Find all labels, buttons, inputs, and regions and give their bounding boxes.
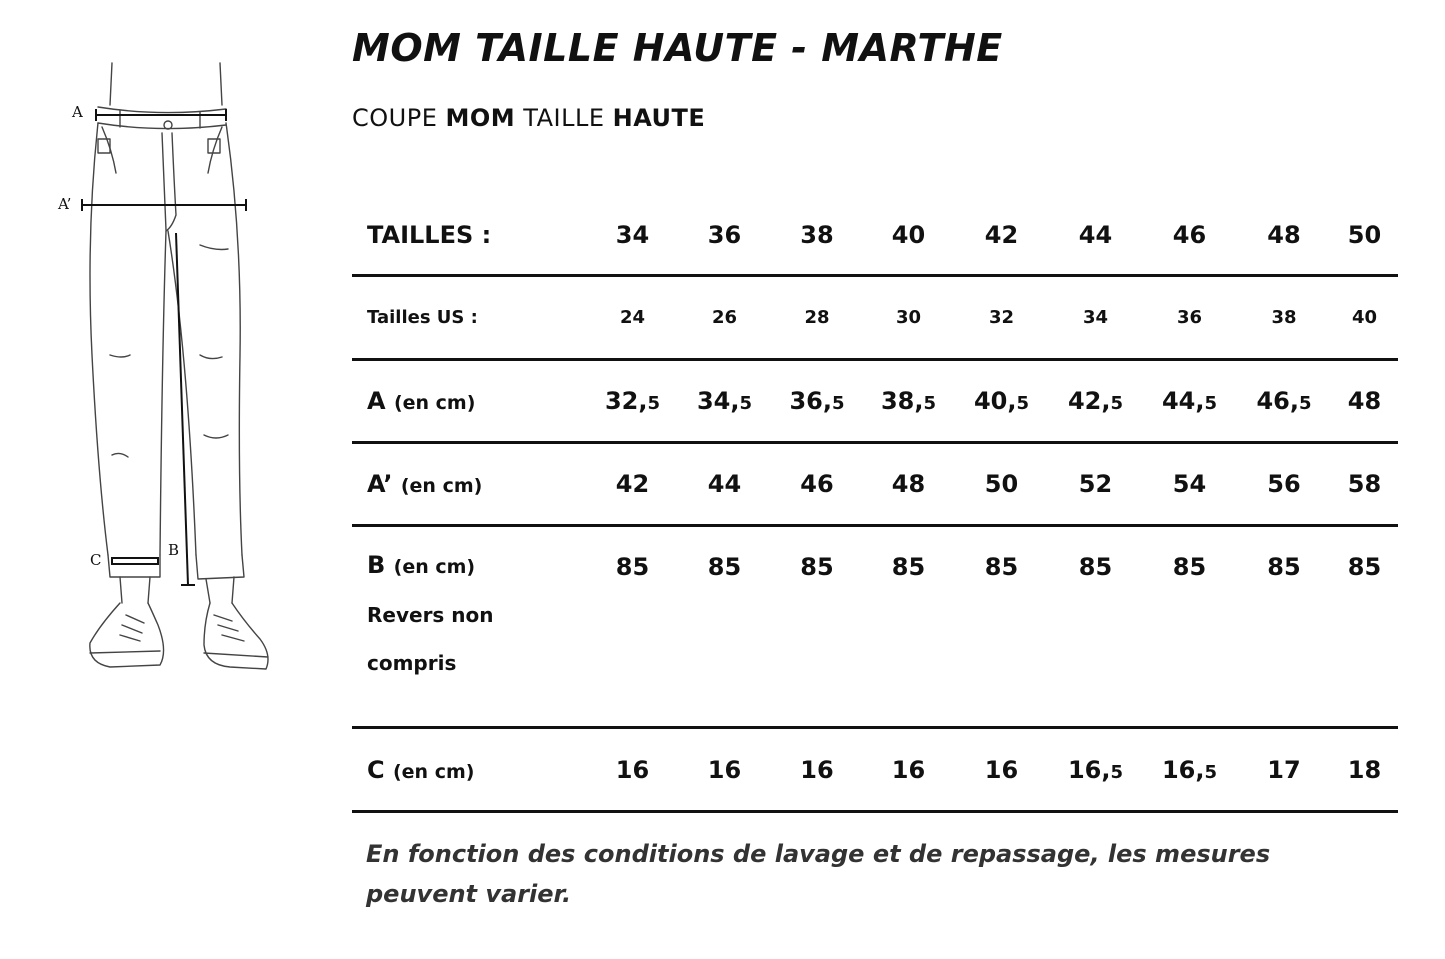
measure-b-note-line-1: Revers non	[367, 603, 494, 627]
measure-a-row	[352, 360, 1398, 443]
value-whole: 34,	[696, 387, 740, 415]
measure-a-unit: (en cm)	[393, 392, 476, 414]
measure-b-cell: 85	[771, 526, 863, 728]
size-chart-table	[352, 196, 1398, 813]
measure-c-cell	[1142, 728, 1237, 812]
measure-b-cell: 85	[1331, 526, 1398, 728]
footnote	[366, 834, 1306, 914]
us-size-cell: 32	[954, 276, 1049, 360]
value-whole: 16	[615, 755, 650, 784]
marker-c-label: C	[90, 551, 102, 569]
measure-a-prime-cell: 56	[1237, 443, 1331, 526]
us-size-cell: 36	[1142, 276, 1237, 360]
value-decimal: 5	[647, 393, 661, 414]
measure-b-cell: 85	[678, 526, 771, 728]
us-size-cell: 34	[1049, 276, 1142, 360]
measure-c-cell	[954, 728, 1049, 812]
measure-a-label	[352, 360, 587, 443]
measure-b-cell: 85	[863, 526, 954, 728]
value-decimal: 5	[1110, 761, 1124, 783]
value-whole: 44,	[1161, 387, 1205, 415]
measure-c-cell	[1049, 728, 1142, 812]
size-cell: 34	[587, 196, 678, 276]
value-decimal: 5	[739, 393, 753, 414]
measure-a-prime-unit: (en cm)	[400, 475, 483, 497]
measure-a-cell	[1049, 360, 1142, 443]
measure-a-cell	[863, 360, 954, 443]
value-whole: 16,	[1161, 755, 1205, 784]
measure-a-prime-cell: 44	[678, 443, 771, 526]
value-whole: 17	[1267, 755, 1301, 784]
subtitle-part-1: COUPE	[352, 104, 446, 132]
measure-b-note-line-2: compris	[367, 651, 457, 675]
size-cell: 50	[1331, 196, 1398, 276]
measure-c-letter: C	[367, 755, 385, 784]
value-whole: 32,	[604, 387, 648, 415]
value-decimal: 5	[1016, 393, 1030, 414]
measure-a-prime-cell: 42	[587, 443, 678, 526]
us-size-cell: 28	[771, 276, 863, 360]
jeans-measurement-illustration	[50, 55, 290, 680]
size-cell: 40	[863, 196, 954, 276]
value-whole: 42,	[1067, 387, 1111, 415]
measure-a-cell	[1142, 360, 1237, 443]
value-whole: 16,	[1067, 755, 1111, 784]
value-whole: 48	[1347, 387, 1382, 415]
measure-a-prime-cell: 58	[1331, 443, 1398, 526]
page-title: MOM TAILLE HAUTE - MARTHE	[352, 26, 1003, 70]
size-cell: 48	[1237, 196, 1331, 276]
measure-c-cell	[678, 728, 771, 812]
measure-b-cell: 85	[1237, 526, 1331, 728]
marker-a-prime-label: A’	[58, 195, 72, 213]
size-cell: 46	[1142, 196, 1237, 276]
value-decimal: 5	[923, 393, 937, 414]
value-decimal: 5	[1110, 393, 1124, 414]
size-cell: 36	[678, 196, 771, 276]
size-cell: 44	[1049, 196, 1142, 276]
value-whole: 38,	[880, 387, 924, 415]
footnote-line-1: En fonction des conditions de lavage et de repassage, les mesures	[366, 840, 1271, 868]
measure-b-row	[352, 526, 1398, 728]
measure-a-prime-letter: A’	[367, 470, 393, 498]
measure-a-cell	[678, 360, 771, 443]
subtitle	[352, 104, 705, 132]
measure-c-cell	[863, 728, 954, 812]
measure-a-cell	[587, 360, 678, 443]
subtitle-part-2: MOM	[445, 104, 516, 132]
measure-a-cell	[1331, 360, 1398, 443]
measure-b-label	[352, 526, 587, 728]
us-size-cell: 26	[678, 276, 771, 360]
value-whole: 18	[1347, 755, 1382, 784]
measure-b-cell: 85	[954, 526, 1049, 728]
measure-a-cell	[954, 360, 1049, 443]
value-whole: 16	[707, 755, 742, 784]
value-decimal: 5	[1204, 393, 1218, 414]
value-whole: 46,	[1256, 387, 1299, 415]
measure-c-label	[352, 728, 587, 812]
value-whole: 16	[891, 755, 926, 784]
subtitle-part-4: HAUTE	[612, 104, 706, 132]
measure-a-prime-cell: 50	[954, 443, 1049, 526]
measure-a-cell	[771, 360, 863, 443]
us-size-cell: 40	[1331, 276, 1398, 360]
value-whole: 16	[984, 755, 1019, 784]
measure-a-prime-row	[352, 443, 1398, 526]
marker-b-label: B	[168, 541, 180, 559]
measure-a-prime-cell: 48	[863, 443, 954, 526]
measure-b-letter: B	[367, 551, 386, 579]
measure-c-row	[352, 728, 1398, 812]
value-decimal: 5	[1204, 761, 1218, 783]
us-size-cell: 24	[587, 276, 678, 360]
measure-c-cell	[587, 728, 678, 812]
value-decimal: 5	[831, 393, 845, 414]
size-cell: 38	[771, 196, 863, 276]
measure-b-cell: 85	[1142, 526, 1237, 728]
us-size-cell: 38	[1237, 276, 1331, 360]
size-cell: 42	[954, 196, 1049, 276]
sizes-label: TAILLES :	[352, 196, 587, 276]
measure-b-cell: 85	[1049, 526, 1142, 728]
measure-c-cell	[1237, 728, 1331, 812]
value-whole: 16	[800, 755, 834, 784]
sizes-row	[352, 196, 1398, 276]
measure-c-unit: (en cm)	[392, 760, 475, 783]
measure-b-cell: 85	[587, 526, 678, 728]
measure-a-cell	[1237, 360, 1331, 443]
measure-c-cell	[771, 728, 863, 812]
marker-a-label: A	[72, 103, 83, 121]
us-sizes-row	[352, 276, 1398, 360]
measure-c-cell	[1331, 728, 1398, 812]
measure-a-prime-cell: 54	[1142, 443, 1237, 526]
footnote-line-2: peuvent varier.	[366, 880, 572, 908]
measure-a-prime-cell: 52	[1049, 443, 1142, 526]
subtitle-part-3: TAILLE	[515, 104, 613, 132]
measure-b-unit: (en cm)	[393, 556, 476, 578]
us-sizes-label: Tailles US :	[352, 276, 587, 360]
value-decimal: 5	[1298, 393, 1312, 414]
us-size-cell: 30	[863, 276, 954, 360]
value-whole: 40,	[973, 387, 1017, 415]
measure-a-letter: A	[367, 387, 386, 415]
measure-a-prime-label	[352, 443, 587, 526]
measure-a-prime-cell: 46	[771, 443, 863, 526]
value-whole: 36,	[789, 387, 832, 415]
